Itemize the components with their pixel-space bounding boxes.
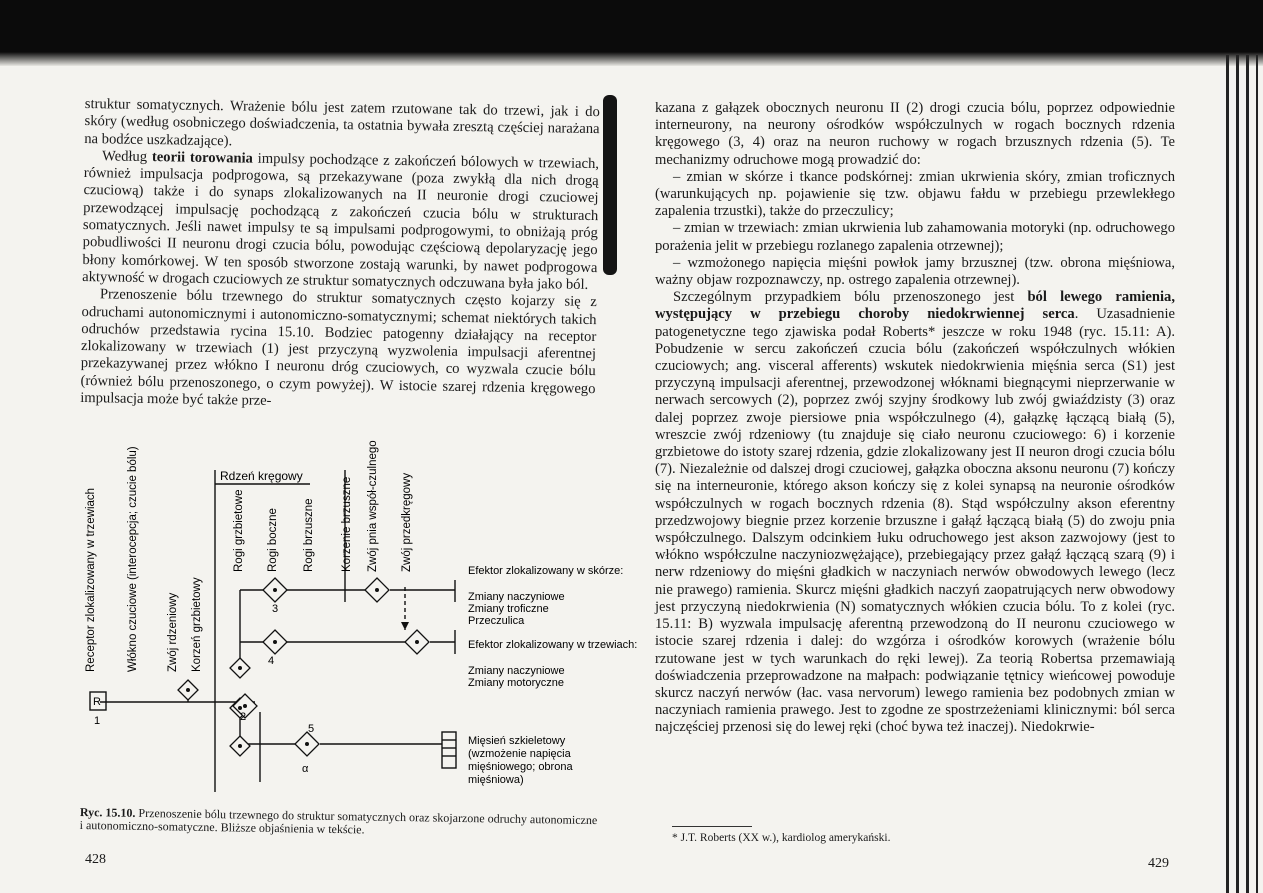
column-label: Receptor zlokalizowany w trzewiach	[85, 487, 97, 672]
effector-line: mięśniowego; obrona	[468, 761, 573, 773]
page-edge-line	[1246, 55, 1249, 893]
scan-top-edge	[0, 52, 1263, 66]
column-label: Zwój pnia współ-czulnego	[367, 440, 379, 572]
column-label: Rogi grzbietowe	[233, 489, 245, 572]
list-item: – wzmożonego napięcia mięśni powłok jamy brzusznej (tzw. obrona mięśniowa, ważny objaw rozpoznawczy, np. ostrego zapalenia otrzewnej).	[655, 254, 1175, 289]
number-label: 4	[268, 655, 275, 667]
column-label: Rogi boczne	[267, 508, 279, 572]
right-page-text	[655, 100, 1175, 737]
effector-line: Przeczulica	[468, 615, 525, 627]
effector-line: Zmiany naczyniowe	[468, 665, 565, 677]
paragraph-bol-lewego-ramienia: Szczególnym przypadkiem bólu przenoszonego jest ból lewego ramienia, występujący w przebiegu choroby niedokrwiennej serca. Uzasadnienie patogenetyczne tego zjawiska podał Roberts* jeszcze w roku 1948 (ryc. 15.11: A). Pobudzenie w sercu zakończeń czucia bólu (zakończeń współczulnych włókien czuciowych; ang. visceral afferents) wskutek niedokrwienia mięśnia serca (S1) jest przyczyną impulsacji aferentnej, przewodzonej włóknami biegnącymi nieprzerwanie w nerwach sercowych (2), poprzez zwój szyjny środkowy lub zwój gwiaździsty (3) oraz dalej poprzez zwoje piersiowe pnia współczulnego (4), gałązkę łączącą białą (5), wreszcie zwój rdzeniowy (tu znajduje się ciało neuronu czuciowego: 6) i korzenie grzbietowe do istoty szarej rdzenia, gdzie zlokalizowany jest II neuron drogi czucia bólu (7). Niezależnie od dalszej drogi czuciowej, gałązka oboczna aksonu neuronu (7) kończy się na interneuronie, którego akson kończy się z kolei synapsą na neuronie ośrodków współczulnych w rogach bocznych rdzenia (8). Stąd współczulny akson eferentny przedzwojowy biegnie przez korzenie brzuszne i gałąź łączącą białą (5) do zwoju pnia współczulnego. Dalszym odcinkiem łuku odruchowego jest akson zazwojowy (jest to włókno współczulne naczyniozwężające), przebiegający przez gałąź łączącą szarą (9) i nerw rdzeniowy do mięśni gładkich w naczyniach nerwów obwodowych lewego (lecz nie prawego) ramienia. Skurcz mięśni gładkich naczyń zaopatrujących nerw obwodowy jest przyczyną niedokrwienia (N) somatycznych włókien czucia bólu. To z kolei (ryc. 15.11: B) wyzwala impulsację aferentną przewodzoną do II neuronu czuciowego w istocie szarej rdzenia i dalej: do wzgórza i ośrodków korowych (wrażenie bólu rzutowane jest w tych warunkach do ręki lewej). Za teorią Robertsa przemawiają doświadczenia przeprowadzone na małpach: podwiązanie tętnicy wieńcowej powoduje skurcz naczyń nerwów (łac. vasa nervorum) lewego ramienia bez podobnych zmian w naczyniach ramienia prawego. Jest to zgodne ze spostrzeżeniami klinicznymi: ból serca najczęściej przenosi się do lewej ręki (choć bywa też inaczej). Niedokrwie-	[655, 289, 1175, 736]
receptor-letter: R	[93, 696, 101, 708]
effector-line: mięśniowa)	[468, 774, 524, 786]
page-number-left: 428	[85, 852, 106, 867]
paragraph: kazana z gałązek obocznych neuronu II (2) drogi czucia bólu, poprzez odpowiednie interneurony, na neurony ośrodków współczulnych w rogach bocznych rdzenia kręgowego (3, 4) oraz na neuron ruchowy w rogach brzusznych rdzenia (5). Te mechanizmy odruchowe mogą prowadzić do:	[655, 100, 1175, 168]
effector-line: Zmiany troficzne	[468, 603, 549, 615]
effector-title: Mięsień szkieletowy	[468, 735, 566, 747]
figure-caption	[80, 806, 600, 840]
column-label: Włókno czuciowe (interocepcja; czucie bólu)	[127, 446, 139, 672]
bold-term: ból lewego ramienia, występujący w przebiegu choroby niedokrwiennej serca	[655, 289, 1175, 323]
book-spine-shadow	[603, 95, 617, 275]
paragraph: struktur somatycznych. Wrażenie bólu jest zatem rzutowane tak do trzewi, jak i do skóry (według osobniczego doświadczenia, ta ostatnia bywała zresztą częściej narażana na bodźce uszkadzające).	[84, 96, 600, 149]
column-label: Korzeń grzbietowy	[191, 577, 203, 672]
caption-text: Przenoszenie bólu trzewnego do struktur somatycznych oraz skojarzone odruchy autonomiczne i autonomiczno-somatyczne. Bliższe objaśnienia w tekście.	[79, 805, 598, 837]
bold-term: teorii torowania	[151, 148, 254, 167]
column-label: Rogi brzuszne	[303, 498, 315, 572]
paragraph-teoria-torowania: Według teorii torowania impulsy pochodzące z zakończeń bólowych w trzewiach, również impulsacja podprogowa, są przekazywane (poza zwykłą dla nich drogą czuciową) także i do synaps zlokalizowanych na II neuronie drogi czuciowej przewodzącej impulsację pochodzącą z zakończeń czucia bólu w strukturach somatycznych. Jeśli nawet impulsy te są impulsami podprogowymi, to obniżają próg pobudliwości II neuronu drogi czucia bólu, powodując częściową depolaryzację jego błony komórkowej. W ten sposób stworzone zostają warunki, by nawet podprogowa aktywność w drogach czuciowych ze struktur somatycznych odczuwana była jako ból.	[82, 148, 600, 293]
page-edge-line	[1256, 55, 1258, 893]
page-number-right: 429	[1148, 856, 1169, 871]
number-label: α	[302, 763, 309, 775]
paragraph: Przenoszenie bólu trzewnego do struktur somatycznych często kojarzy się z odruchami autonomicznymi i autonomiczno-somatycznymi; schemat niektórych takich odruchów przedstawia rycina 15.10. Bodziec patogenny działający na receptor zlokalizowany w trzewiach (1) jest przyczyną wyzwolenia impulsacji aferentnej przekazywanej przez włókno I neuronu dróg czuciowych, co wyzwala czucie bólu (również bólu przenoszonego, o czym powyżej). W istocie szarej rdzenia kręgowego impulsacja może być także prze-	[80, 286, 597, 410]
spinal-cord-label: Rdzeń kręgowy	[220, 469, 303, 483]
footnote-rule	[672, 826, 752, 827]
column-label: Zwój rdzeniowy	[167, 592, 179, 672]
number-label: 1	[94, 715, 101, 727]
page-edge-line	[1236, 55, 1239, 893]
number-label: 5	[308, 723, 315, 735]
effector-title: Efektor zlokalizowany w trzewiach:	[468, 639, 638, 651]
effector-line: Zmiany motoryczne	[468, 677, 564, 689]
effector-line: Zmiany naczyniowe	[468, 591, 565, 603]
footnote: * J.T. Roberts (XX w.), kardiolog amerykański.	[672, 832, 891, 844]
column-label: Zwój przedkręgowy	[401, 472, 413, 572]
list-item: – zmian w trzewiach: zmian ukrwienia lub zahamowania motoryki (np. odruchowego porażenia jelit w przebiegu rozlanego zapalenia otrzewnej);	[655, 220, 1175, 254]
list-item: – zmian w skórze i tkance podskórnej: zmian ukrwienia skóry, zmian troficznych (warunkujących np. pojawienie się tzw. objawu fałdu w przebiegu przewlekłego zapalenia trzustki), także do przeczulicy;	[655, 168, 1175, 220]
page-edge-line	[1226, 55, 1229, 893]
left-page-text	[80, 96, 600, 415]
effector-line: (wzmożenie napięcia	[468, 748, 571, 760]
column-label: Korzenie brzuszne	[341, 476, 353, 572]
reflex-diagram	[80, 440, 638, 802]
number-label: 3	[272, 603, 279, 615]
caption-label: Ryc. 15.10.	[79, 805, 136, 820]
effector-title: Efektor zlokalizowany w skórze:	[468, 565, 624, 577]
number-label: 2	[240, 711, 247, 723]
